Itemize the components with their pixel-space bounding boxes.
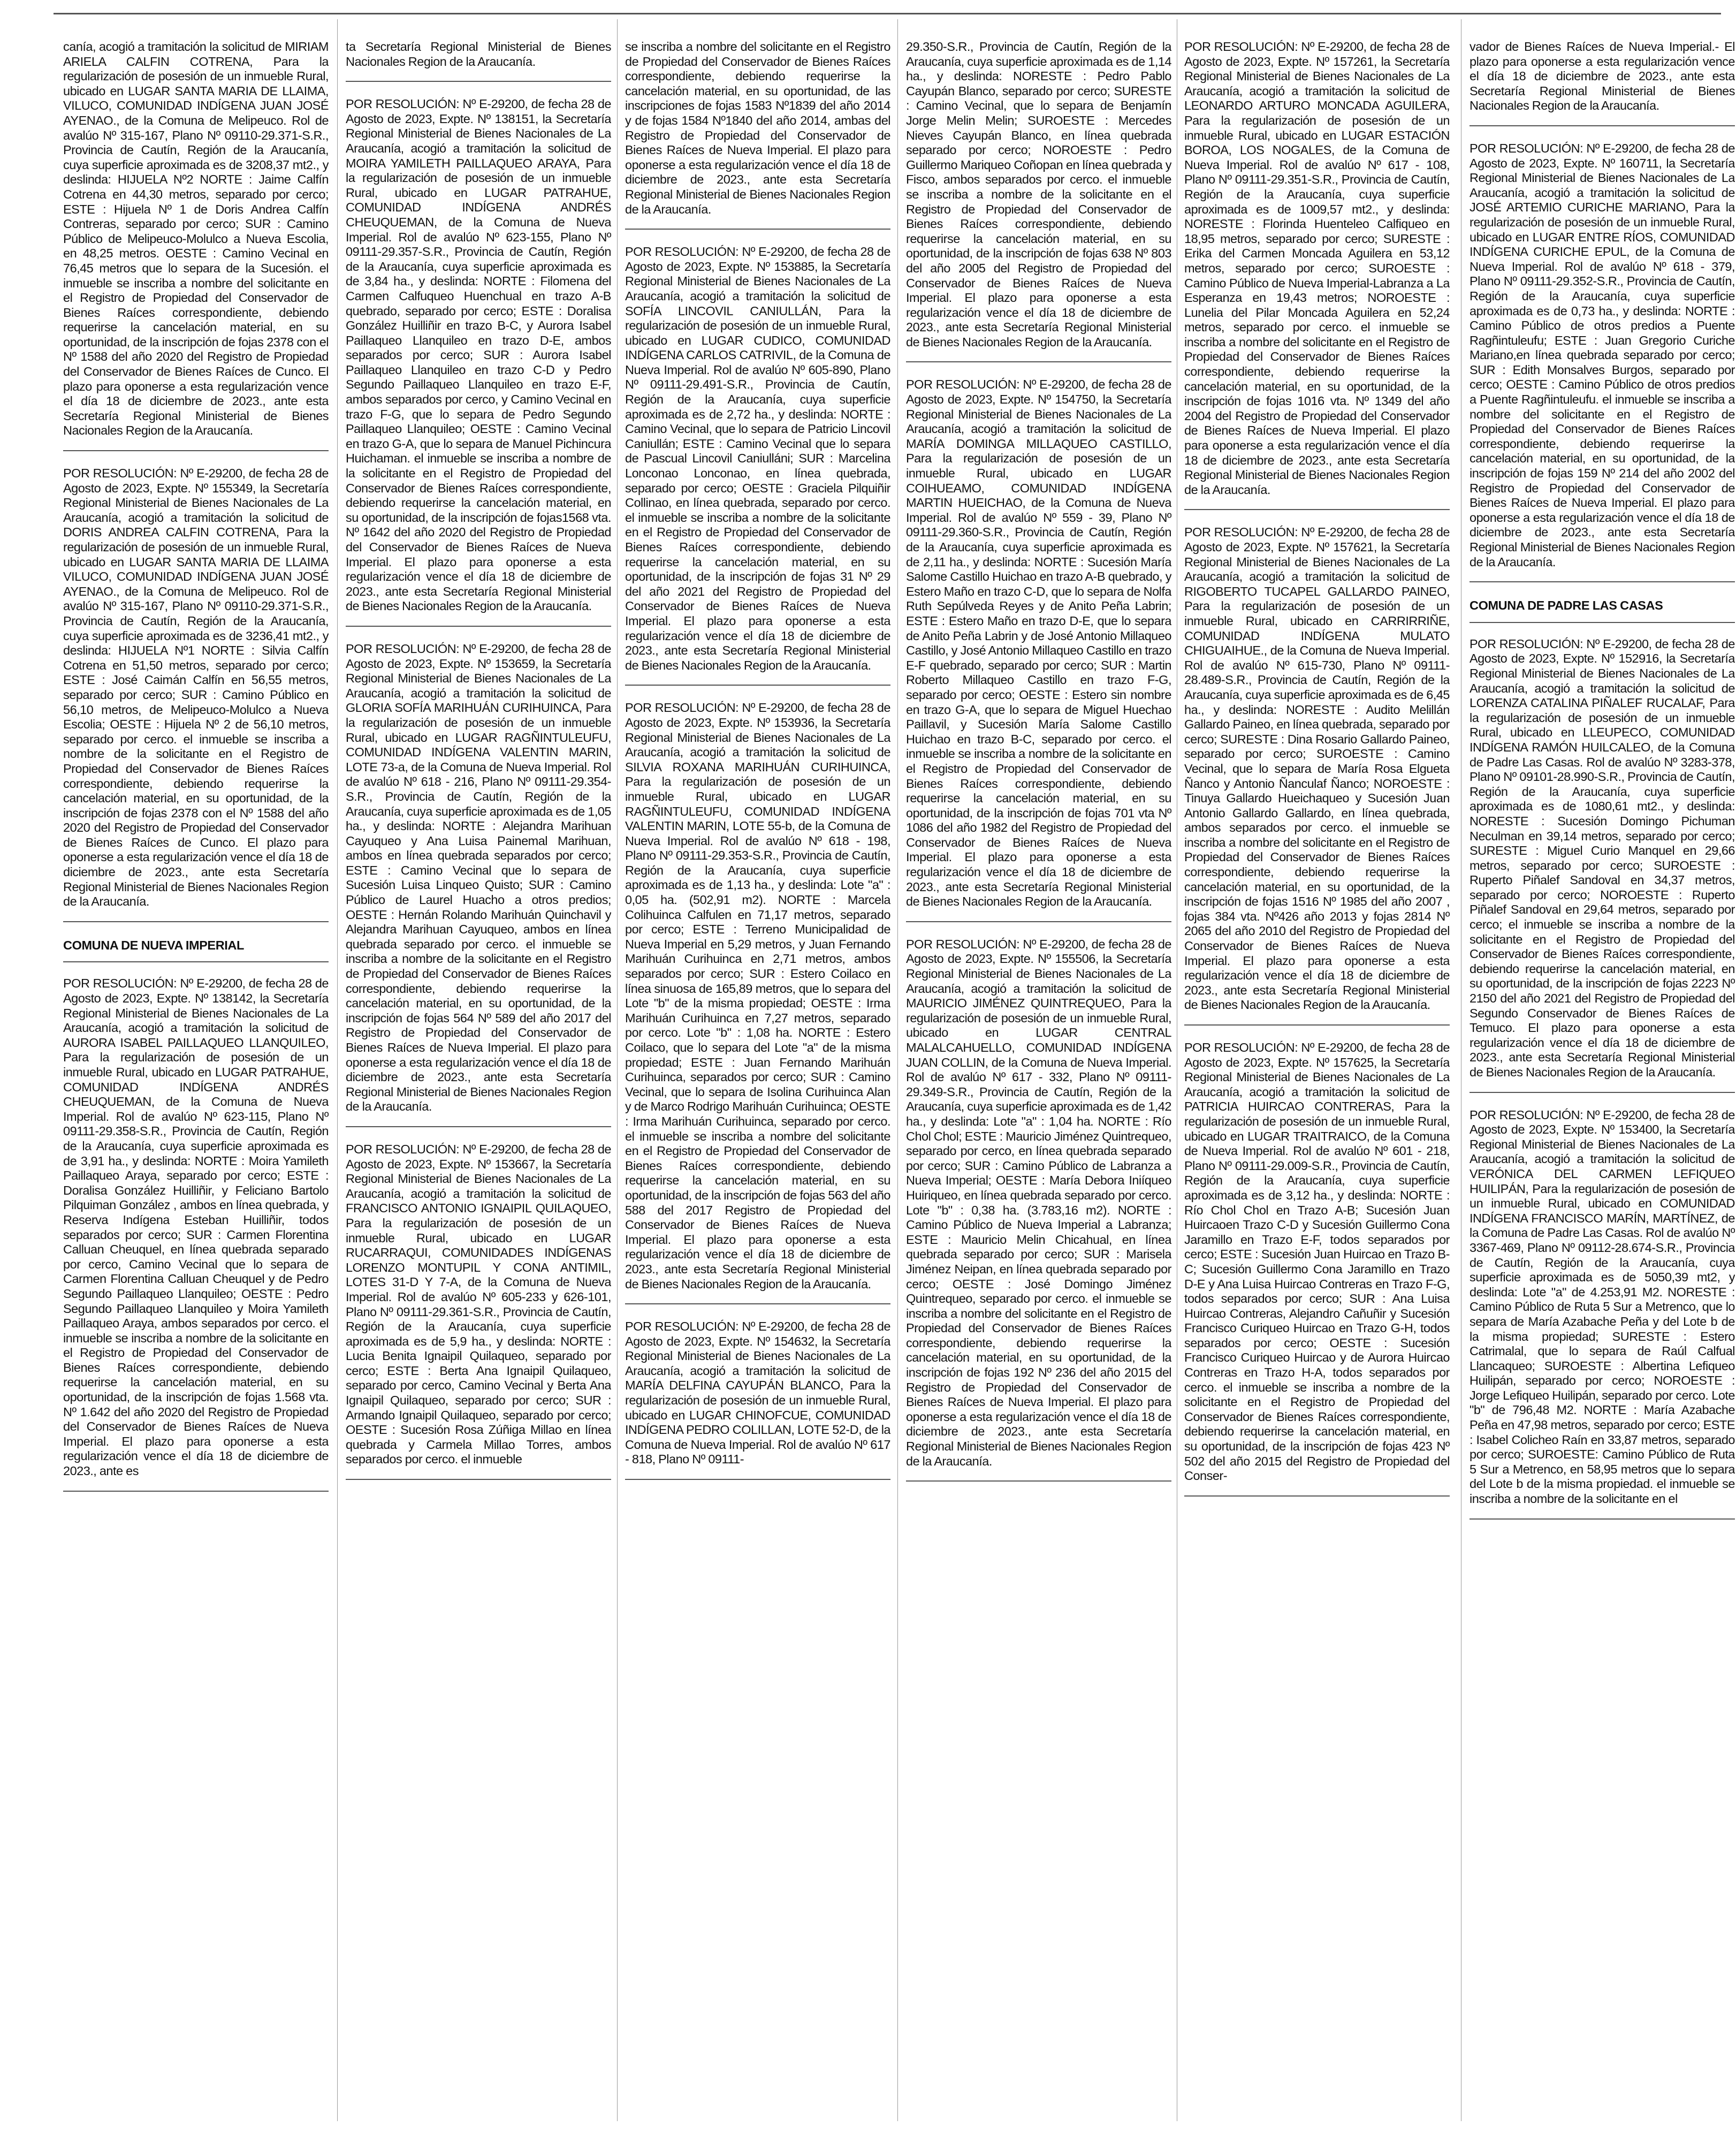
notice-text: 29.350-S.R., Provincia de Cautín, Región de la Araucanía, cuya superficie aproximada es de 1,14 ha., y deslinda: NORESTE : Pedro Pablo Cayupán Blanco, separado por cerco; SURESTE : Camino Vecinal, que lo separa de Benjamín Jorge Melin Melin; SUROESTE : Mercedes Nieves Cayupán Blanco, en línea quebrada separado por cerco; NOROESTE : Pedro Guillermo Mariqueo Coñopan en línea quebrada y Fisco, ambos separados por cerco. el inmueble se inscriba a nombre de la solicitante en el Registro de Propiedad del Conservador de Bienes Raíces correspondiente, debiendo requerirse la cancelación material, en su oportunidad, de la inscripción de fojas 638 Nº 803 del año 2005 del Registro de Propiedad del Conservador de Bienes Raíces de Nueva Imperial. El plazo para oponerse a esta regularización vence el día 18 de diciembre de 2023., ante esta Secretaría Regional Ministerial de Bienes Nacionales Region de la Araucanía. [906,40,1171,349]
legal-notice [625,701,890,1304]
notice-text: POR RESOLUCIÓN: Nº E-29200, de fecha 28 de Agosto de 2023, Expte. Nº 138151, la Secretaría Regional Ministerial de Bienes Nacionales de La Araucanía, acogió a tramitación la solicitud de MOIRA YAMILETH PAILLAQUEO ARAYA, Para la regularización de posesión de un inmueble Rural, ubicado en LUGAR PATRAHUE, COMUNIDAD INDÍGENA ANDRÉS CHEUQUEMAN, de la Comuna de Nueva Imperial. Rol de avalúo Nº 623-155, Plano Nº 09111-29.357-S.R., Provincia de Cautín, Región de la Araucanía, cuya superficie aproximada es de 3,84 ha., y deslinda: NORTE : Filomena del Carmen Calfuqueo Huenchual en trazo A-B quebrado, separado por cerco; ESTE : Doralisa González Huilliñir en trazo B-C, y Aurora Isabel Paillaqueo Llanquileo en trazo D-E, ambos separados por cerco; SUR : Aurora Isabel Paillaqueo Llanquileo en trazo C-D y Pedro Segundo Paillaqueo Llanquileo en trazo E-F, ambos separados por cerco, y Camino Vecinal en trazo F-G, que lo separa de Pedro Segundo Paillaqueo Llanquileo; OESTE : Camino Vecinal en trazo G-A, que lo separa de Manuel Pichincura Huichaman. el inmueble se inscriba a nombre de la solicitante en el Registro de Propiedad del Conservador de Bienes Raíces correspondiente, debiendo requerirse la cancelación material, en su oportunidad, de la inscripción de fojas1568 vta. Nº 1642 del año 2020 del Registro de Propiedad del Conservador de Bienes Raíces de Nueva Imperial. El plazo para oponerse a esta regularización vence el día 18 de diciembre de 2023., ante esta Secretaría Regional Ministerial de Bienes Nacionales Region de la Araucanía. [346,97,611,613]
column-divider [897,19,898,2121]
legal-notice [1184,1041,1450,1497]
legal-notice [906,40,1171,362]
legal-notice [906,937,1171,1482]
notice-text: POR RESOLUCIÓN: Nº E-29200, de fecha 28 de Agosto de 2023, Expte. Nº 154632, la Secretaría Regional Ministerial de Bienes Nacionales de La Araucanía, acogió a tramitación la solicitud de MARÍA DELFINA CAYUPÁN BLANCO, Para la regularización de posesión de un inmueble Rural, ubicado en LUGAR CHINOFCUE, COMUNIDAD INDÍGENA PEDRO COLILLAN, LOTE 52-D, de la Comuna de Nueva Imperial. Rol de avalúo Nº 617 - 818, Plano Nº 09111- [625,1319,890,1467]
section-heading: COMUNA DE NUEVA IMPERIAL [63,937,329,963]
notice-text: POR RESOLUCIÓN: Nº E-29200, de fecha 28 de Agosto de 2023, Expte. Nº 138142, la Secretaría Regional Ministerial de Bienes Nacionales de La Araucanía, acogió a tramitación la solicitud de AURORA ISABEL PAILLAQUEO LLANQUILEO, Para la regularización de posesión de un inmueble Rural, ubicado en LUGAR PATRAHUE, COMUNIDAD INDÍGENA ANDRÉS CHEUQUEMAN, de la Comuna de Nueva Imperial. Rol de avalúo Nº 623-115, Plano Nº 09111-29.358-S.R., Provincia de Cautín, Región de la Araucanía, cuya superficie aproximada es de 3,91 ha., y deslinda: NORTE : Moira Yamileth Paillaqueo Araya, separado por cerco; ESTE : Doralisa González Huilliñir, y Feliciano Bartolo Pilquiman González , ambos en línea quebrada, y Reserva Indígena Esteban Huilliñir, todos separados por cerco; SUR : Carmen Florentina Calluan Cheuquel, en línea quebrada separado por cerco, Camino Vecinal que lo separa de Carmen Florentina Calluan Cheuquel y de Pedro Segundo Paillaqueo Llanquileo; OESTE : Pedro Segundo Paillaqueo Llanquileo y Moira Yamileth Paillaqueo Araya, ambos separados por cerco. el inmueble se inscriba a nombre de la solicitante en el Registro de Propiedad del Conservador de Bienes Raíces correspondiente, debiendo requerirse la cancelación material, en su oportunidad, de la inscripción de fojas 1.568 vta. Nº 1.642 del año 2020 del Registro de Propiedad del Conservador de Bienes Raíces de Nueva Imperial. El plazo para oponerse a esta regularización vence el día 18 de diciembre de 2023., ante es [63,976,329,1478]
legal-notice [1184,40,1450,510]
notice-text: POR RESOLUCIÓN: Nº E-29200, de fecha 28 de Agosto de 2023, Expte. Nº 153659, la Secretaría Regional Ministerial de Bienes Nacionales de La Araucanía, acogió a tramitación la solicitud de GLORIA SOFÍA MARIHUÁN CURIHUINCA, Para la regularización de posesión de un inmueble Rural, ubicado en LUGAR RAGÑINTULEUFU, COMUNIDAD INDÍGENA VALENTIN MARIN, LOTE 73-a, de la Comuna de Nueva Imperial. Rol de avalúo Nº 618 - 216, Plano Nº 09111-29.354-S.R., Provincia de Cautín, Región de la Araucanía, cuya superficie aproximada es de 1,05 ha., y deslinda: NORTE : Alejandra Marihuan Cayuqueo y Ana Luisa Painemal Marihuan, ambos en línea quebrada separados por cerco; ESTE : Camino Vecinal que lo separa de Sucesión Luisa Linqueo Quisto; SUR : Camino Público de Laurel Huacho a otros predios; OESTE : Hernán Rolando Marihuán Quinchavil y Alejandra Marihuan Cayuqueo, ambos en línea quebrada separado por cerco. el inmueble se inscriba a nombre de la solicitante en el Registro de Propiedad del Conservador de Bienes Raíces correspondiente, debiendo requerirse la cancelación material, en su oportunidad, de la inscripción de fojas 564 Nº 589 del año 2017 del Registro de Propiedad del Conservador de Bienes Raíces de Nueva Imperial. El plazo para oponerse a esta regularización vence el día 18 de diciembre de 2023., ante esta Secretaría Regional Ministerial de Bienes Nacionales Region de la Araucanía. [346,641,611,1114]
column-3 [625,40,890,2123]
legal-notice [346,642,611,1127]
legal-notice [1469,637,1735,1093]
legal-notice [346,40,611,82]
notice-text: POR RESOLUCIÓN: Nº E-29200, de fecha 28 de Agosto de 2023, Expte. Nº 153667, la Secretaría Regional Ministerial de Bienes Nacionales de La Araucanía, acogió a tramitación la solicitud de FRANCISCO ANTONIO IGNAIPIL QUILAQUEO, Para la regularización de posesión de un inmueble Rural, ubicado en LUGAR RUCARRAQUI, COMUNIDADES INDÍGENAS LORENZO MONTUPIL Y CONA ANTIMIL, LOTES 31-D Y 7-A, de la Comuna de Nueva Imperial. Rol de avalúo Nº 605-233 y 626-101, Plano Nº 09111-29.361-S.R., Provincia de Cautín, Región de la Araucanía, cuya superficie aproximada es de 5,9 ha., y deslinda: NORTE : Lucia Benita Ignaipil Quilaqueo, separado por cerco; ESTE : Berta Ana Ignaipil Quilaqueo, separado por cerco, Camino Vecinal y Berta Ana Ignaipil Quilaqueo, separado por cerco; SUR : Armando Ignaipil Quilaqueo, separado por cerco; OESTE : Sucesión Rosa Zúñiga Millao en línea quebrada y Carmela Millao Torres, ambos separados por cerco. el inmueble [346,1142,611,1467]
legal-notice [625,1319,890,1480]
notice-text: canía, acogió a tramitación la solicitud de MIRIAM ARIELA CALFIN COTRENA, Para la regularización de posesión de un inmueble Rural, ubicado en LUGAR SANTA MARIA DE LLAIMA, VILUCO, COMUNIDAD INDÍGENA JUAN JOSÉ AYENAO., de la Comuna de Melipeuco. Rol de avalúo Nº 315-167, Plano Nº 09110-29.371-S.R., Provincia de Cautín, Región de la Araucanía, cuya superficie aproximada es de 3208,37 mt2., y deslinda: HIJUELA Nº2 NORTE : Jaime Calfín Cotrena en 44,30 metros, separado por cerco; ESTE : Hijuela Nº 1 de Doris Andrea Calfín Contreras, separado por cerco; SUR : Camino Público de Melipeuco-Molulco a Nueva Escolia, en 48,25 metros. OESTE : Camino Vecinal en 76,45 metros que lo separa de la Sucesión. el inmueble se inscriba a nombre del solicitante en el Registro de Propiedad del Conservador de Bienes Raíces correspondiente, debiendo requerirse la cancelación material, en su oportunidad, de la inscripción de fojas 2378 con el Nº 1588 del año 2020 del Registro de Propiedad del Conservador de Bienes Raíces de Cunco. El plazo para oponerse a esta regularización vence el día 18 de diciembre de 2023., ante esta Secretaría Regional Ministerial de Bienes Nacionales Region de la Araucanía. [63,40,329,438]
notice-text: POR RESOLUCIÓN: Nº E-29200, de fecha 28 de Agosto de 2023, Expte. Nº 153885, la Secretaría Regional Ministerial de Bienes Nacionales de La Araucanía, acogió a tramitación la solicitud de SOFÍA LINCOVIL CANIULLÁN, Para la regularización de posesión de un inmueble Rural, ubicado en LUGAR CUDICO, COMUNIDAD INDÍGENA CARLOS CATRIVIL, de la Comuna de Nueva Imperial. Rol de avalúo Nº 605-890, Plano Nº 09111-29.491-S.R., Provincia de Cautín, Región de la Araucanía, cuya superficie aproximada es de 2,72 ha., y deslinda: NORTE : Camino Vecinal, que lo separa de Patricio Lincovil Caniullán; ESTE : Camino Vecinal que lo separa de Pascual Lincovil Caniulláni; SUR : Marcelina Lonconao Lonconao, en línea quebrada, separado por cerco; OESTE : Graciela Pilquiñir Collinao, en línea quebrada, separado por cerco. el inmueble se inscriba a nombre de la solicitante en el Registro de Propiedad del Conservador de Bienes Raíces correspondiente, debiendo requerirse la cancelación material, en su oportunidad, de la inscripción de fojas 31 Nº 29 del año 2021 del Registro de Propiedad del Conservador de Bienes Raíces de Nueva Imperial. El plazo para oponerse a esta regularización vence el día 18 de diciembre de 2023., ante esta Secretaría Regional Ministerial de Bienes Nacionales Region de la Araucanía. [625,245,890,672]
column-divider [617,19,618,2121]
notice-text: POR RESOLUCIÓN: Nº E-29200, de fecha 28 de Agosto de 2023, Expte. Nº 157625, la Secretaría Regional Ministerial de Bienes Nacionales de La Araucanía, acogió a tramitación la solicitud de PATRICIA HUIRCAO CONTRERAS, Para la regularización de posesión de un inmueble Rural, ubicado en LUGAR TRAITRAICO, de la Comuna de Nueva Imperial. Rol de avalúo Nº 601 - 218, Plano Nº 09111-29.009-S.R., Provincia de Cautín, Región de la Araucanía, cuya superficie aproximada es de 3,12 ha., y deslinda: NORTE : Río Chol Chol en Trazo A-B; Sucesión Juan Huircaoen Trazo C-D y Sucesión Guillermo Cona Jaramillo en Trazo E-F, todos separados por cerco; ESTE : Sucesión Juan Huircao en Trazo B-C; Sucesión Guillermo Cona Jaramillo en Trazo D-E y Ana Luisa Huircao Contreras en Trazo F-G, todos separados por cerco; SUR : Ana Luisa Huircao Contreras, Alejandro Cañuñir y Sucesión Francisco Curiqueo Huircao en Trazo G-H, todos separados por cerco; OESTE : Sucesión Francisco Curiqueo Huircao y de Aurora Huircao Contreras en Trazo H-A, todos separados por cerco. el inmueble se inscriba a nombre de la solicitante en el Registro de Propiedad del Conservador de Bienes Raíces correspondiente, debiendo requerirse la cancelación material, en su oportunidad, de la inscripción de fojas 423 Nº 502 del año 2015 del Registro de Propiedad del Conser- [1184,1041,1450,1483]
notice-text: POR RESOLUCIÓN: Nº E-29200, de fecha 28 de Agosto de 2023, Expte. Nº 153400, la Secretaría Regional Ministerial de Bienes Nacionales de La Araucanía, acogió a tramitación la solicitud de VERÓNICA DEL CARMEN LEFIQUEO HUILIPÁN, Para la regularización de posesión de un inmueble Rural, ubicado en COMUNIDAD INDÍGENA FRANCISCO MARÍN, MARTÍNEZ, de la Comuna de Padre Las Casas. Rol de avalúo Nº 3367-469, Plano Nº 09112-28.674-S.R., Provincia de Cautín, Región de la Araucanía, cuya superficie aproximada es de 5050,39 mt2, y deslinda: Lote "a" de 4.253,91 M2. NORESTE : Camino Público de Ruta 5 Sur a Metrenco, que lo separa de María Azabache Peña y del Lote b de la misma propiedad; SURESTE : Estero Catrimalal, que lo separa de Raúl Calfual Llancaqueo; SUROESTE : Albertina Lefiqueo Huilipán, separado por cerco; NOROESTE : Jorge Lefiqueo Huilipán, separado por cerco. Lote "b" de 796,48 M2. NORTE : María Azabache Peña en 47,98 metros, separado por cerco; ESTE : Isabel Colicheo Raín en 33,87 metros, separado por cerco; SUROESTE: Camino Público de Ruta 5 Sur a Metrenco, en 58,95 metros que lo separa del Lote b de la misma propiedad. el inmueble se inscriba a nombre de la solicitante en el [1469,1107,1735,1506]
legal-notice [63,976,329,1491]
section-heading: COMUNA DE PADRE LAS CASAS [1469,597,1735,623]
legal-notice [906,377,1171,922]
notice-text: POR RESOLUCIÓN: Nº E-29200, de fecha 28 de Agosto de 2023, Expte. Nº 157621, la Secretaría Regional Ministerial de Bienes Nacionales de La Araucanía, acogió a tramitación la solicitud de RIGOBERTO TUCAPEL GALLARDO PAINEO, Para la regularización de posesión de un inmueble Rural, ubicado en CARRIRRIÑE, COMUNIDAD INDÍGENA MULATO CHIGUAIHUE., de la Comuna de Nueva Imperial. Rol de avalúo Nº 615-730, Plano Nº 09111-28.489-S.R., Provincia de Cautín, Región de la Araucanía, cuya superficie aproximada es de 6,45 ha., y deslinda: NORESTE : Audito Melillán Gallardo Paineo, en línea quebrada, separado por cerco; SURESTE : Dina Rosario Gallardo Paineo, separado por cerco; SUROESTE : Camino Vecinal, que lo separa de María Rosa Elgueta Ñanco y Antonio Ñanculaf Ñanco; NOROESTE : Tinuya Gallardo Hueichaqueo y Sucesión Juan Antonio Gallardo Gallardo, en línea quebrada, ambos separados por cerco. el inmueble se inscriba a nombre del solicitante en el Registro de Propiedad del Conservador de Bienes Raíces correspondiente, debiendo requerirse la cancelación material, en su oportunidad, de la inscripción de fojas 1516 Nº 1985 del año 2007 , fojas 384 vta. Nº426 año 2013 y fojas 2814 Nº 2065 del año 2010 del Registro de Propiedad del Conservador de Bienes Raíces de Nueva Imperial. El plazo para oponerse a esta regularización vence el día 18 de diciembre de 2023., ante esta Secretaría Regional Ministerial de Bienes Nacionales Region de la Araucanía. [1184,525,1450,1012]
top-rule [54,13,1721,14]
legal-notice [1184,525,1450,1026]
legal-notice [346,97,611,627]
column-1 [63,40,329,2123]
legal-notice [63,40,329,451]
notice-text: POR RESOLUCIÓN: Nº E-29200, de fecha 28 de Agosto de 2023, Expte. Nº 155349, la Secretaría Regional Ministerial de Bienes Nacionales de La Araucanía, acogió a tramitación la solicitud de DORIS ANDREA CALFIN COTRENA, Para la regularización de posesión de un inmueble Rural, ubicado en LUGAR SANTA MARIA DE LLAIMA VILUCO, COMUNIDAD INDÍGENA JUAN JOSÉ AYENAO., de la Comuna de Melipeuco. Rol de avalúo Nº 315-167, Plano Nº 09110-29.371-S.R., Provincia de Cautín, Región de la Araucanía, cuya superficie aproximada es de 3236,41 mt2., y deslinda: HIJUELA Nº1 NORTE : Silvia Calfín Cotrena en 51,50 metros, separado por cerco; ESTE : José Caimán Calfín en 56,55 metros, separado por cerco; SUR : Camino Público en 56,10 metros, de Melipeuco-Molulco a Nueva Escolia; OESTE : Hijuela Nº 2 de 56,10 metros, separado por cerco. el inmueble se inscriba a nombre de la solicitante en el Registro de Propiedad del Conservador de Bienes Raíces correspondiente, debiendo requerirse la cancelación material, en su oportunidad, de la inscripción de fojas 2378 con el Nº 1588 del año 2020 del Registro de Propiedad del Conservador de Bienes Raíces de Cunco. El plazo para oponerse a esta regularización vence el día 18 de diciembre de 2023., ante esta Secretaría Regional Ministerial de Bienes Nacionales Region de la Araucanía. [63,466,329,909]
column-6 [1469,40,1735,2123]
notice-text: vador de Bienes Raíces de Nueva Imperial.- El plazo para oponerse a esta regularización vence el día 18 de diciembre de 2023., ante esta Secretaría Regional Ministerial de Bienes Nacionales Region de la Araucanía. [1469,40,1735,113]
column-divider [337,19,338,2121]
notice-text: POR RESOLUCIÓN: Nº E-29200, de fecha 28 de Agosto de 2023, Expte. Nº 157261, la Secretaría Regional Ministerial de Bienes Nacionales de La Araucanía, acogió a tramitación la solicitud de LEONARDO ARTURO MONCADA AGUILERA, Para la regularización de posesión de un inmueble Rural, ubicado en LUGAR ESTACIÓN BOROA, LOS NOGALES, de la Comuna de Nueva Imperial. Rol de avalúo Nº 617 - 108, Plano Nº 09111-29.351-S.R., Provincia de Cautín, Región de la Araucanía, cuya superficie aproximada es de 1009,57 mt2., y deslinda: NORESTE : Florinda Huenteleo Calfiqueo en 18,95 metros, separado por cerco; SURESTE : Erika del Carmen Moncada Aguilera en 53,12 metros, separado por cerco; SUROESTE : Camino Público de Nueva Imperial-Labranza a La Esperanza en 19,43 metros; NOROESTE : Lunelia del Pilar Moncada Aguilera en 52,24 metros, separado por cerco. el inmueble se inscriba a nombre del solicitante en el Registro de Propiedad del Conservador de Bienes Raíces correspondiente, debiendo requerirse la cancelación material, en su oportunidad, de la inscripción de fojas 1016 vta. Nº 1349 del año 2004 del Registro de Propiedad del Conservador de Bienes Raíces de Nueva Imperial. El plazo para oponerse a esta regularización vence el día 18 de diciembre de 2023., ante esta Secretaría Regional Ministerial de Bienes Nacionales Region de la Araucanía. [1184,40,1450,497]
column-5 [1184,40,1450,2123]
column-2 [346,40,611,2123]
legal-notice [63,466,329,922]
legal-notice [1469,141,1735,582]
notice-text: POR RESOLUCIÓN: Nº E-29200, de fecha 28 de Agosto de 2023, Expte. Nº 160711, la Secretaría Regional Ministerial de Bienes Nacionales de La Araucanía, acogió a tramitación la solicitud de JOSÉ ARTEMIO CURICHE MARIANO, Para la regularización de posesión de un inmueble Rural, ubicado en LUGAR ENTRE RÍOS, COMUNIDAD INDÍGENA CURICHE EPUL, de la Comuna de Nueva Imperial. Rol de avalúo Nº 618 - 379, Plano Nº 09111-29.352-S.R., Provincia de Cautín, Región de la Araucanía, cuya superficie aproximada es de 0,73 ha., y deslinda: NORTE : Camino Público de otros predios a Puente Ragñintuleufu; ESTE : Juan Gregorio Curiche Mariano,en línea quebrada separado por cerco; SUR : Edith Monsalves Burgos, separado por cerco; OESTE : Camino Público de otros predios a Puente Ragñintuleufu. el inmueble se inscriba a nombre del solicitante en el Registro de Propiedad del Conservador de Bienes Raíces correspondiente, debiendo requerirse la cancelación material, en su oportunidad, de la inscripción de fojas 159 Nº 214 del año 2002 del Registro de Propiedad del Conservador de Bienes Raíces de Nueva Imperial. El plazo para oponerse a esta regularización vence el día 18 de diciembre de 2023., ante esta Secretaría Regional Ministerial de Bienes Nacionales Region de la Araucanía. [1469,141,1735,569]
legal-notice [1469,40,1735,126]
notice-text: POR RESOLUCIÓN: Nº E-29200, de fecha 28 de Agosto de 2023, Expte. Nº 155506, la Secretaría Regional Ministerial de Bienes Nacionales de La Araucanía, acogió a tramitación la solicitud de MAURICIO JIMÉNEZ QUINTREQUEO, Para la regularización de posesión de un inmueble Rural, ubicado en LUGAR CENTRAL MALALCAHUELLO, COMUNIDAD INDÍGENA JUAN COLLIN, de la Comuna de Nueva Imperial. Rol de avalúo Nº 617 - 332, Plano Nº 09111-29.349-S.R., Provincia de Cautín, Región de la Araucanía, cuya superficie aproximada es de 1,42 ha., y deslinda: Lote "a" : 1,04 ha. NORTE : Río Chol Chol; ESTE : Mauricio Jiménez Quintrequeo, separado por cerco, en línea quebrada separado por cerco; SUR : Camino Público de Labranza a Nueva Imperial; OESTE : María Debora Iniíqueo Huiriqueo, en línea quebrada separado por cerco. Lote "b" : 0,38 ha. (3.783,16 m2). NORTE : Camino Público de Nueva Imperial a Labranza; ESTE : Mauricio Melin Chicahual, en línea quebrada separado por cerco; SUR : Marisela Jiménez Neipan, en línea quebrada separado por cerco; OESTE : José Domingo Jiménez Quintrequeo, separado por cerco. el inmueble se inscriba a nombre del solicitante en el Registro de Propiedad del Conservador de Bienes Raíces correspondiente, debiendo requerirse la cancelación material, en su oportunidad, de la inscripción de fojas 192 Nº 236 del año 2015 del Registro de Propiedad del Conservador de Bienes Raíces de Nueva Imperial. El plazo para oponerse a esta regularización vence el día 18 de diciembre de 2023., ante esta Secretaría Regional Ministerial de Bienes Nacionales Region de la Araucanía. [906,937,1171,1468]
legal-notice [1469,1108,1735,1520]
notice-text: se inscriba a nombre del solicitante en el Registro de Propiedad del Conservador de Bienes Raíces correspondiente, debiendo requerirse la cancelación material, en su oportunidad, de las inscripciones de fojas 1583 Nº1839 del año 2014 y de fojas 1584 Nº1840 del año 2014, ambas del Registro de Propiedad del Conservador de Bienes Raíces de Nueva Imperial. El plazo para oponerse a esta regularización vence el día 18 de diciembre de 2023., ante esta Secretaría Regional Ministerial de Bienes Nacionales Region de la Araucanía. [625,40,890,216]
notice-text: POR RESOLUCIÓN: Nº E-29200, de fecha 28 de Agosto de 2023, Expte. Nº 153936, la Secretaría Regional Ministerial de Bienes Nacionales de La Araucanía, acogió a tramitación la solicitud de SILVIA ROXANA MARIHUÁN CURIHUINCA, Para la regularización de posesión de un inmueble Rural, ubicado en LUGAR RAGÑINTULEUFU, COMUNIDAD INDÍGENA VALENTIN MARIN, LOTE 55-b, de la Comuna de Nueva Imperial. Rol de avalúo Nº 618 - 198, Plano Nº 09111-29.353-S.R., Provincia de Cautín, Región de la Araucanía, cuya superficie aproximada es de 1,13 ha., y deslinda: Lote "a" : 0,05 ha. (502,91 m2). NORTE : Marcela Colihuinca Calfulen en 71,17 metros, separado por cerco; ESTE : Terreno Municipalidad de Nueva Imperial en 5,29 metros, y Juan Fernando Marihuán Curihuinca en 2,71 metros, ambos separados por cerco; SUR : Estero Coilaco en línea sinuosa de 165,89 metros, que lo separa del Lote "b" de la misma propiedad; OESTE : Irma Marihuán Curihuinca en 7,27 metros, separado por cerco. Lote "b" : 1,08 ha. NORTE : Estero Coilaco, que lo separa del Lote "a" de la misma propiedad; ESTE : Juan Fernando Marihuán Curihuinca, separados por cerco; SUR : Camino Vecinal, que lo separa de Isolina Curihuinca Alan y de Marco Rodrigo Marihuán Curihuinca; OESTE : Irma Marihuán Curihuinca, separado por cerco. el inmueble se inscriba a nombre del solicitante en el Registro de Propiedad del Conservador de Bienes Raíces correspondiente, debiendo requerirse la cancelación material, en su oportunidad, de la inscripción de fojas 563 del año 588 del 2017 Registro de Propiedad del Conservador de Bienes Raíces de Nueva Imperial. El plazo para oponerse a esta regularización vence el día 18 de diciembre de 2023., ante esta Secretaría Regional Ministerial de Bienes Nacionales Region de la Araucanía. [625,701,890,1291]
legal-notice [346,1142,611,1480]
legal-notice [625,245,890,686]
notice-text: POR RESOLUCIÓN: Nº E-29200, de fecha 28 de Agosto de 2023, Expte. Nº 154750, la Secretaría Regional Ministerial de Bienes Nacionales de La Araucanía, acogió a tramitación la solicitud de MARÍA DOMINGA MILLAQUEO CASTILLO, Para la regularización de posesión de un inmueble Rural, ubicado en LUGAR COIHUEAMO, COMUNIDAD INDÍGENA MARTIN HUEICHAO, de la Comuna de Nueva Imperial. Rol de avalúo Nº 559 - 39, Plano Nº 09111-29.360-S.R., Provincia de Cautín, Región de la Araucanía, cuya superficie aproximada es de 2,11 ha., y deslinda: NORTE : Sucesión María Salome Castillo Huichao en trazo A-B quebrado, y Estero Maño en trazo C-D, que lo separa de Nolfa Ruth Sepúlveda Reyes y de Anito Peña Labrin; ESTE : Estero Maño en trazo D-E, que lo separa de Anito Peña Labrin y de José Antonio Millaqueo Castillo, y José Antonio Millaqueo Castillo en trazo E-F quebrado, separado por cerco; SUR : Martin Roberto Millaqueo Castillo en trazo F-G, separado por cerco; OESTE : Estero sin nombre en trazo G-A, que lo separa de Miguel Huechao Paillavil, y Sucesión María Salome Castillo Huichao en trazo B-C, separado por cerco. el inmueble se inscriba a nombre de la solicitante en el Registro de Propiedad del Conservador de Bienes Raíces correspondiente, debiendo requerirse la cancelación material, en su oportunidad, de la inscripción de fojas 701 vta Nº 1086 del año 1982 del Registro de Propiedad del Conservador de Bienes Raíces de Nueva Imperial. El plazo para oponerse a esta regularización vence el día 18 de diciembre de 2023., ante esta Secretaría Regional Ministerial de Bienes Nacionales Region de la Araucanía. [906,377,1171,909]
column-4 [906,40,1171,2123]
legal-notice [625,40,890,230]
notice-text: ta Secretaría Regional Ministerial de Bienes Nacionales Region de la Araucanía. [346,40,611,69]
notice-text: POR RESOLUCIÓN: Nº E-29200, de fecha 28 de Agosto de 2023, Expte. Nº 152916, la Secretaría Regional Ministerial de Bienes Nacionales de La Araucanía, acogió a tramitación la solicitud de LORENZA CATALINA PIÑALEF RUCALAF, Para la regularización de posesión de un inmueble Rural, ubicado en LLEUPECO, COMUNIDAD INDÍGENA RAMÓN HUILCALEO, de la Comuna de Padre Las Casas. Rol de avalúo Nº 3283-378, Plano Nº 09101-28.990-S.R., Provincia de Cautín, Región de la Araucanía, cuya superficie aproximada es de 1080,61 mt2., y deslinda: NORESTE : Sucesión Domingo Pichuman Neculman en 39,14 metros, separado por cerco; SURESTE : Miguel Curio Manquel en 29,66 metros, separado por cerco; SUROESTE : Ruperto Piñalef Sandoval en 34,37 metros, separado por cerco; NOROESTE : Ruperto Piñalef Sandoval en 29,64 metros, separado por cerco; el inmueble se inscriba a nombre de la solicitante en el Registro de Propiedad del Conservador de Bienes Raíces correspondiente, debiendo requerirse la cancelación material, en su oportunidad, de la inscripción de fojas 2223 Nº 2150 del año 2021 del Registro de Propiedad del Segundo Conservador de Bienes Raíces de Temuco. El plazo para oponerse a esta regularización vence el día 18 de diciembre de 2023., ante esta Secretaría Regional Ministerial de Bienes Nacionales Region de la Araucanía. [1469,636,1735,1079]
